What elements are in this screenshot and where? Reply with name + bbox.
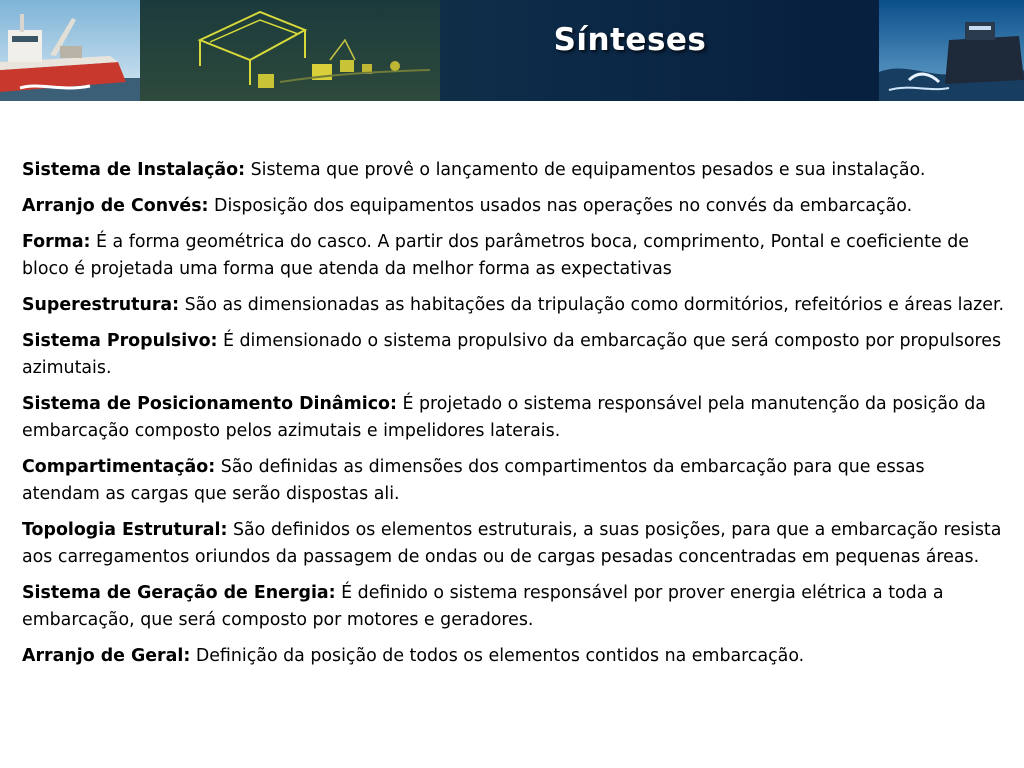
list-item: [22, 454, 1007, 508]
list-item: [22, 328, 1007, 382]
item-term: Sistema de Geração de Energia:: [22, 583, 336, 603]
list-item: [22, 391, 1007, 445]
item-term: Compartimentação:: [22, 457, 216, 477]
page-title: Sínteses: [553, 22, 707, 58]
ship-at-night-photo: [879, 0, 1024, 101]
item-text: Sistema que provê o lançamento de equipamentos pesados e sua instalação.: [245, 160, 926, 180]
list-item: [22, 157, 1007, 184]
item-text: É dimensionado o sistema propulsivo da embarcação que será composto por propulsores azimutais.: [22, 331, 1002, 378]
item-term: Arranjo de Convés:: [22, 196, 209, 216]
list-item: [22, 292, 1007, 319]
item-text: Disposição dos equipamentos usados nas operações no convés da embarcação.: [208, 196, 913, 216]
item-text: É definido o sistema responsável por prover energia elétrica a toda a embarcação, que será composto por motores e geradores.: [22, 583, 944, 630]
item-text: É projetado o sistema responsável pela manutenção da posição da embarcação composto pelos azimutais e impelidores laterais.: [22, 394, 986, 441]
offshore-vessel-photo: [0, 0, 140, 101]
item-text: São as dimensionadas as habitações da tripulação como dormitórios, refeitórios e áreas lazer.: [179, 295, 1005, 315]
item-text: Definição da posição de todos os elementos contidos na embarcação.: [190, 646, 805, 666]
list-item: [22, 193, 1007, 220]
list-item: [22, 517, 1007, 571]
list-item: [22, 229, 1007, 283]
item-term: Sistema Propulsivo:: [22, 331, 218, 351]
item-term: Forma:: [22, 232, 91, 252]
item-term: Sistema de Posicionamento Dinâmico:: [22, 394, 397, 414]
header-banner: [0, 0, 1024, 101]
item-term: Arranjo de Geral:: [22, 646, 191, 666]
subsea-equipment-render: [140, 0, 440, 101]
item-term: Topologia Estrutural:: [22, 520, 228, 540]
item-text: São definidas as dimensões dos compartimentos da embarcação para que essas atendam as cargas que serão dispostas ali.: [22, 457, 925, 504]
item-term: Superestrutura:: [22, 295, 180, 315]
item-term: Sistema de Instalação:: [22, 160, 246, 180]
item-text: É a forma geométrica do casco. A partir dos parâmetros boca, comprimento, Pontal e coeficiente de bloco é projetada uma forma que atenda da melhor forma as expectativas: [22, 232, 969, 279]
list-item: [22, 580, 1007, 634]
list-item: [22, 643, 1007, 670]
item-text: São definidos os elementos estruturais, a suas posições, para que a embarcação resista aos carregamentos oriundos da passagem de ondas ou de cargas pesadas concentradas em pequenas áreas.: [22, 520, 1002, 567]
definitions-list: [22, 157, 1007, 679]
